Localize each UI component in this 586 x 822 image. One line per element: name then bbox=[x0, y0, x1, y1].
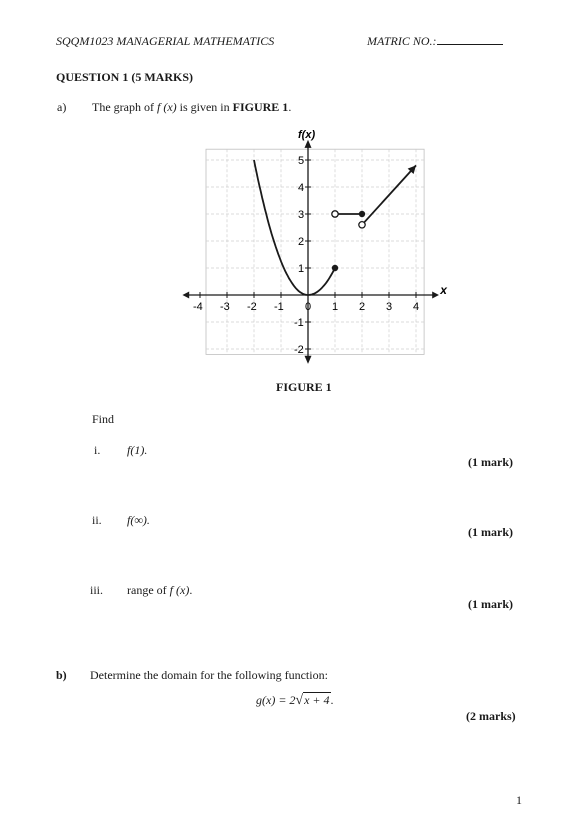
item-iii-function: f (x) bbox=[169, 583, 190, 597]
x-axis-label: x bbox=[440, 283, 447, 297]
domain-formula bbox=[256, 693, 334, 709]
item-ii-number: ii. bbox=[92, 513, 102, 527]
x-tick-label: -1 bbox=[274, 301, 284, 313]
part-a-text bbox=[92, 100, 291, 115]
matric-label-text: MATRIC NO.: bbox=[367, 34, 437, 48]
item-ii-marks: (1 mark) bbox=[468, 525, 513, 539]
matric-number-label bbox=[367, 34, 503, 49]
question-title: QUESTION 1 (5 MARKS) bbox=[56, 70, 194, 84]
y-axis-arrow-up bbox=[305, 140, 312, 148]
y-axis-arrow-down bbox=[305, 356, 312, 364]
x-tick-label: 3 bbox=[386, 301, 393, 313]
closed-dot bbox=[359, 211, 365, 217]
page-number: 1 bbox=[516, 793, 522, 807]
matric-blank-line bbox=[437, 34, 503, 45]
closed-dot bbox=[332, 265, 338, 271]
part-a-label: a) bbox=[57, 100, 67, 114]
part-b-marks: (2 marks) bbox=[466, 709, 516, 723]
item-ii-expression: f(∞). bbox=[127, 513, 150, 527]
graph-grid bbox=[206, 149, 424, 354]
x-tick-label: -4 bbox=[193, 301, 203, 313]
item-iii-number: iii. bbox=[90, 583, 104, 597]
figure-reference: FIGURE 1 bbox=[232, 100, 289, 114]
find-label: Find bbox=[92, 412, 115, 426]
parabola-curve bbox=[254, 160, 335, 295]
x-tick-label: 2 bbox=[359, 301, 366, 313]
part-b-text: Determine the domain for the following function: bbox=[90, 668, 328, 682]
formula-lhs: g(x) = 2 bbox=[256, 693, 296, 707]
y-axis-label: f(x) bbox=[298, 128, 316, 141]
x-tick-label: 4 bbox=[413, 301, 420, 313]
part-a-suffix: . bbox=[288, 100, 292, 114]
x-tick-label: 1 bbox=[332, 301, 339, 313]
sqrt-symbol: √ bbox=[295, 693, 304, 708]
y-tick-label: 4 bbox=[298, 182, 305, 194]
part-a-middle: is given in bbox=[176, 100, 233, 114]
graph-axes bbox=[182, 140, 439, 364]
x-tick-label: 0 bbox=[305, 301, 312, 313]
formula-end: . bbox=[330, 693, 334, 707]
item-iii-expression bbox=[127, 583, 192, 598]
y-tick-label: 1 bbox=[298, 263, 305, 275]
y-tick-label: 2 bbox=[298, 236, 305, 248]
y-tick-label: -1 bbox=[294, 317, 304, 329]
grid-border bbox=[206, 149, 424, 354]
item-iii-marks: (1 mark) bbox=[468, 597, 513, 611]
y-tick-label: 3 bbox=[298, 209, 305, 221]
open-dot bbox=[332, 211, 338, 217]
course-header: SQQM1023 MANAGERIAL MATHEMATICS bbox=[56, 34, 275, 48]
figure-caption: FIGURE 1 bbox=[276, 380, 332, 394]
item-i-number: i. bbox=[94, 443, 101, 457]
x-tick-label: -3 bbox=[220, 301, 230, 313]
x-axis-arrow-left bbox=[182, 292, 189, 299]
figure-1-graph bbox=[180, 125, 450, 365]
item-i-expression: f(1). bbox=[127, 443, 148, 457]
y-tick-label: 5 bbox=[298, 155, 305, 167]
x-tick-label: -2 bbox=[247, 301, 257, 313]
x-axis-arrow-right bbox=[432, 292, 439, 299]
y-tick-label: -2 bbox=[294, 344, 304, 356]
item-iii-suffix: . bbox=[189, 583, 193, 597]
item-i-marks: (1 mark) bbox=[468, 455, 513, 469]
part-a-function: f (x) bbox=[156, 100, 177, 114]
part-b-label: b) bbox=[56, 668, 67, 682]
part-a-prefix: The graph of bbox=[92, 100, 157, 114]
formula-radicand: x + 4 bbox=[304, 693, 330, 707]
open-dot bbox=[359, 222, 365, 228]
item-iii-prefix: range of bbox=[127, 583, 170, 597]
